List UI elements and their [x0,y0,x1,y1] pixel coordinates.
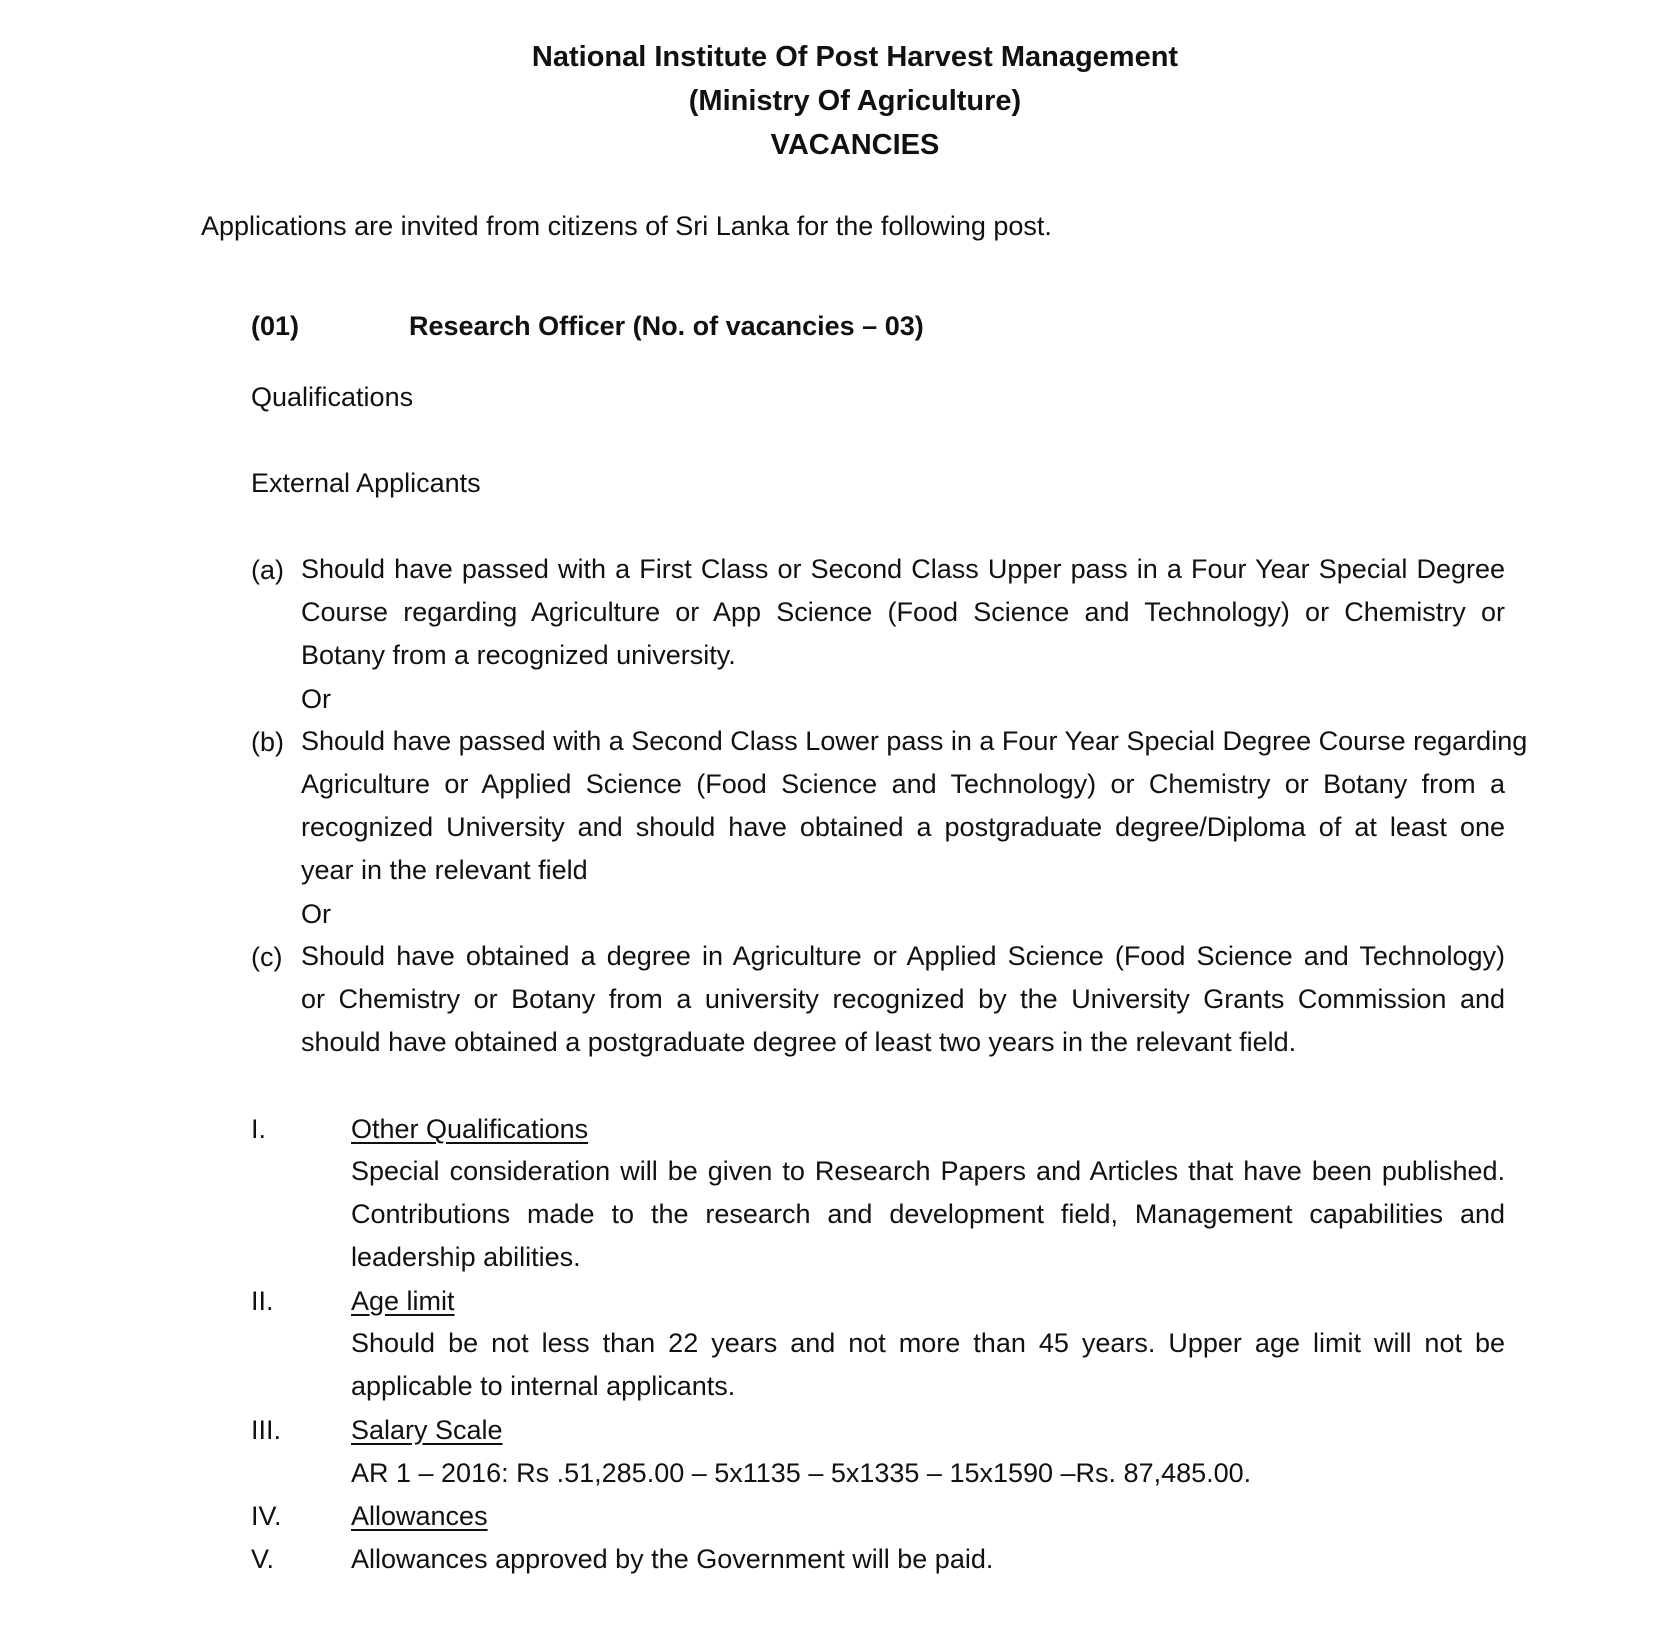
vacancies-heading: VACANCIES [770,129,940,161]
option-b-line: Agriculture or Applied Science (Food Science and Technology) or Chemistry or Botany from a [301,769,1505,799]
section-heading-age-limit: Age limit [351,1286,455,1316]
section-numeral: II. [251,1286,274,1316]
option-a-line: Should have passed with a First Class or Second Class Upper pass in a Four Year Special Degree [301,554,1505,584]
section-line: Special consideration will be given to Research Papers and Articles that have been published. [351,1156,1505,1186]
option-b-text [301,720,1528,892]
intro-text: Applications are invited from citizens of Sri Lanka for the following post. [201,211,1052,241]
option-b-marker: (b) [251,727,284,757]
external-applicants-label: External Applicants [251,468,481,498]
section-numeral: IV. [251,1501,282,1531]
section-line: Contributions made to the research and development field, Management capabilities and [351,1199,1505,1229]
section-age-limit-text [351,1322,1505,1408]
option-c-marker: (c) [251,942,283,972]
post-number: (01) [251,311,300,341]
option-b-line: year in the relevant field [301,855,588,885]
section-numeral: I. [251,1114,267,1144]
or-separator: Or [301,684,331,714]
option-a-line: Course regarding Agriculture or App Science (Food Science and Technology) or Chemistry or [301,597,1505,627]
section-heading-other-qualifications: Other Qualifications [351,1114,589,1144]
or-separator: Or [301,899,331,929]
section-other-qualifications-text [351,1150,1505,1279]
section-numeral: V. [251,1544,275,1574]
salary-scale-text: AR 1 – 2016: Rs .51,285.00 – 5x1135 – 5x1335 – 15x1590 –Rs. 87,485.00. [351,1458,1252,1488]
section-heading-allowances: Allowances [351,1501,488,1531]
post-title: Research Officer (No. of vacancies – 03) [409,311,924,341]
option-a-marker: (a) [251,555,284,585]
option-b-line: Should have passed with a Second Class Lower pass in a Four Year Special Degree Course regarding [301,726,1528,756]
option-a-line: Botany from a recognized university. [301,640,736,670]
qualifications-label: Qualifications [251,382,414,412]
option-c-line: should have obtained a postgraduate degree of least two years in the relevant field. [301,1027,1297,1057]
option-a-text [301,548,1505,677]
organization-name: National Institute Of Post Harvest Management [531,41,1179,73]
option-c-text [301,935,1505,1064]
section-heading-salary-scale: Salary Scale [351,1415,503,1445]
section-line: Should be not less than 22 years and not more than 45 years. Upper age limit will not be [351,1328,1505,1358]
section-numeral: III. [251,1415,282,1445]
option-c-line: or Chemistry or Botany from a university recognized by the University Grants Commission and [301,984,1505,1014]
option-b-line: recognized University and should have obtained a postgraduate degree/Diploma of at least one [301,812,1505,842]
ministry-name: (Ministry Of Agriculture) [688,85,1022,117]
section-line: applicable to internal applicants. [351,1371,736,1401]
option-c-line: Should have obtained a degree in Agriculture or Applied Science (Food Science and Technology) [301,941,1505,971]
allowances-text: Allowances approved by the Government will be paid. [351,1544,994,1574]
section-line: leadership abilities. [351,1242,581,1272]
